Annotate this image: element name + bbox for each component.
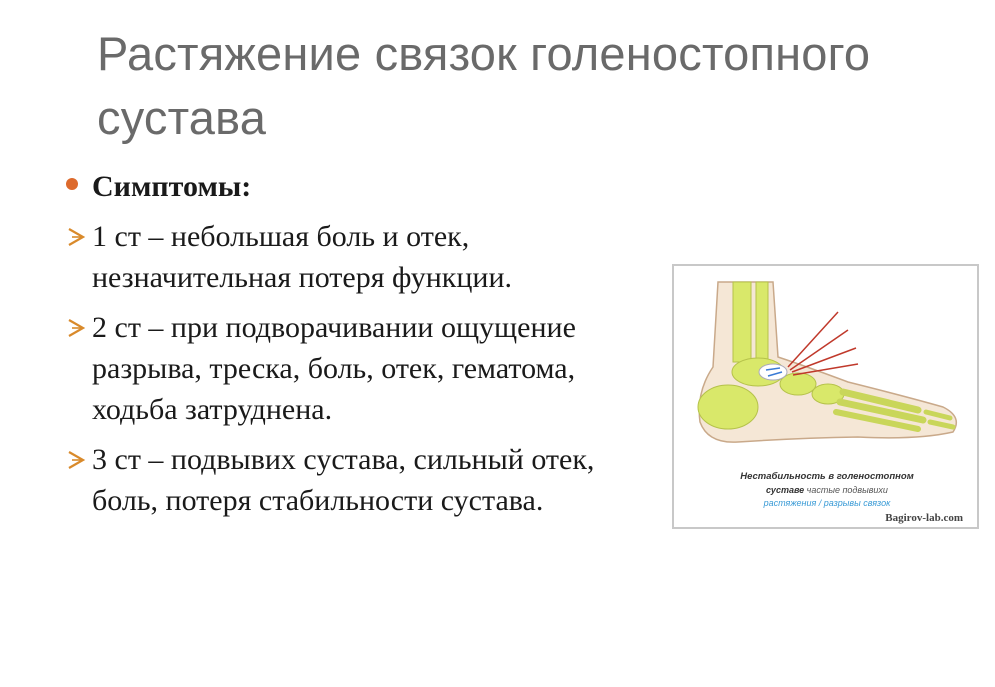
stage-1-text: 1 ст – небольшая боль и отек, незначительная потеря функции. <box>92 220 513 294</box>
symptoms-heading: Симптомы: <box>92 170 252 203</box>
symptoms-heading-row <box>66 170 251 204</box>
figure-caption-rest: частые подвывихи <box>804 485 888 495</box>
list-item <box>66 439 626 521</box>
arrow-bullet-icon <box>66 317 88 339</box>
figure-caption-bold: суставе <box>766 485 805 495</box>
stage-3-text: 3 ст – подвывих сустава, сильный отек, боль, потеря стабильности сустава. <box>92 443 595 517</box>
figure-watermark: Bagirov-lab.com <box>885 512 963 524</box>
stage-2-text: 2 ст – при подворачивании ощущение разрыва, треска, боль, отек, гематома, ходьба затруднена. <box>92 311 576 426</box>
figure-caption-line2 <box>682 485 972 495</box>
arrow-bullet-icon <box>66 226 88 248</box>
list-item <box>66 216 626 298</box>
foot-anatomy-icon <box>678 272 973 467</box>
stage-list <box>66 216 626 530</box>
arrow-bullet-icon <box>66 449 88 471</box>
figure-caption-line3: растяжения / разрывы связок <box>763 498 891 508</box>
figure-caption-line1: Нестабильность в голеностопном <box>740 471 914 482</box>
bullet-dot <box>66 178 78 190</box>
ankle-illustration <box>672 264 979 529</box>
slide-title: Растяжение связок голеностопного сустава <box>97 27 871 144</box>
list-item <box>66 307 626 430</box>
